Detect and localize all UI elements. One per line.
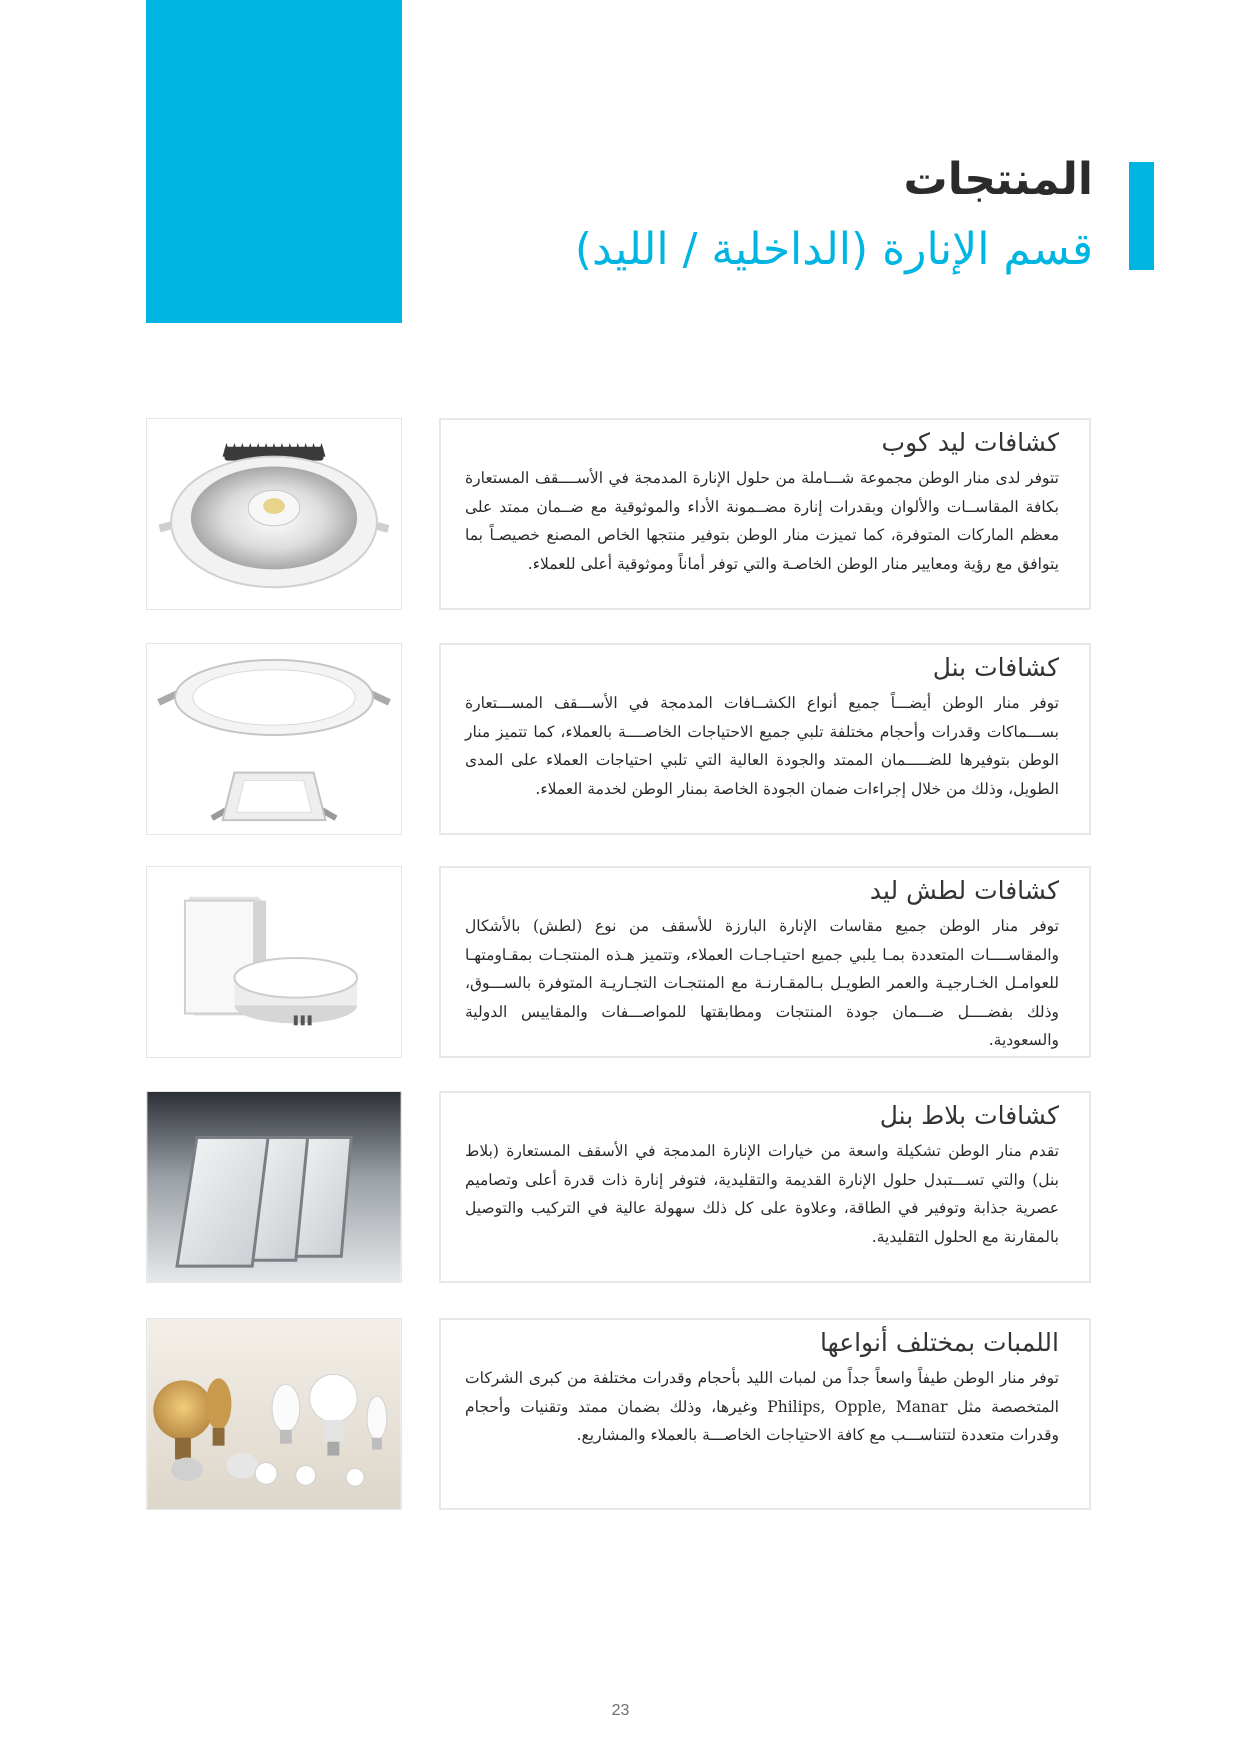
product-description: توفر منار الوطن طيفاً واسعاً جداً من لمبات الليد بأحجام وقدرات مختلفة من كبرى الشركات المتخصصة مثل Philips, Opple, Manar وغيرها، وذلك بضمان ممتد وتقنيات وأحجام وقدرات متعددة لتتناســـب مع كافة الاحتياجات الخاصـــة بالعملاء والمشاريع. (465, 1369, 1059, 1444)
product-card-tile (439, 1091, 1091, 1283)
product-description: تقدم منار الوطن تشكيلة واسعة من خيارات الإنارة المدمجة في الأسقف المستعارة (بلاط بنل) والتي تســـتبدل حلول الإنارة القديمة والتقليدية، فتوفر إنارة ذات قدرة أعلى وتصاميم عصرية جذابة وتوفير في الطاقة، وعلاوة على كل ذلك سهولة عالية في التركيب والتوصيل بالمقارنة مع الحلول التقليدية. (465, 1142, 1059, 1246)
tile-panel-image (146, 1091, 402, 1283)
page-subtitle: قسم الإنارة (الداخلية / الليد) (574, 224, 1093, 275)
cob-downlight-image (146, 418, 402, 610)
product-description: توفر منار الوطن أيضـــاً جميع أنواع الكشــافات المدمجة في الأســـقف المســـتعارة بســـماكات وقدرات وأحجام مختلفة تلبي جميع الاحتياجات الخاصــــة بالعملاء، كما تتميز منار الوطن بتوفيرها للضـــــمان الممتد والجودة العالية التي تلبي احتياجات العملاء على المدى الطويل، وذلك من خلال إجراءات ضمان الجودة الخاصة بمنار الوطن لخدمة العملاء. (465, 694, 1059, 798)
product-card-panel (439, 643, 1091, 835)
accent-block (146, 0, 402, 323)
product-heading: كشافات ليد كوب (881, 428, 1059, 457)
title-accent-bar (1129, 162, 1154, 270)
product-heading: كشافات بنل (932, 653, 1059, 682)
product-description: توفر منار الوطن جميع مقاسات الإنارة البارزة للأسقف من نوع (لطش) بالأشكال والمقاســــات المتعددة بمـا يلبي جميع احتيـاجـات العملاء، وتتميز هـذه المنتجـات بمقـاومتهـا للعوامـل الخـارجيـة والعمر الطويـل بـالمقـارنـة مع المنتجـات التجـاريـة المتوفرة بالســـوق، وذلك بفضــــل ضـــمان جودة المنتجات ومطابقتها للمواصـــفات والمقاييس الدولية والسعودية. (465, 917, 1059, 1049)
page-title: المنتجات (903, 154, 1093, 205)
page-number: 23 (611, 1702, 630, 1719)
product-card-bulbs (439, 1318, 1091, 1510)
product-description: تتوفر لدى منار الوطن مجموعة شـــاملة من حلول الإنارة المدمجة في الأســــقف المستعارة بكافة المقاســات والألوان وبقدرات إنارة مضــمونة الأداء والموثوقية مع ضــمان ممتد على معظم الماركات المتوفرة، كما تميزت منار الوطن بتوفير منتجها الخاص المصنع خصيصـاً بما يتوافق مع رؤية ومعايير منار الوطن الخاصـة والتي توفر أماناً وموثوقية أعلى للعملاء. (465, 469, 1059, 573)
product-heading: اللمبات بمختلف أنواعها (820, 1328, 1059, 1357)
panel-downlight-image (146, 643, 402, 835)
product-heading: كشافات لطش ليد (869, 876, 1059, 905)
surface-led-image (146, 866, 402, 1058)
product-card-surface (439, 866, 1091, 1058)
product-heading: كشافات بلاط بنل (879, 1101, 1059, 1130)
product-card-cob (439, 418, 1091, 610)
led-bulbs-image (146, 1318, 402, 1510)
